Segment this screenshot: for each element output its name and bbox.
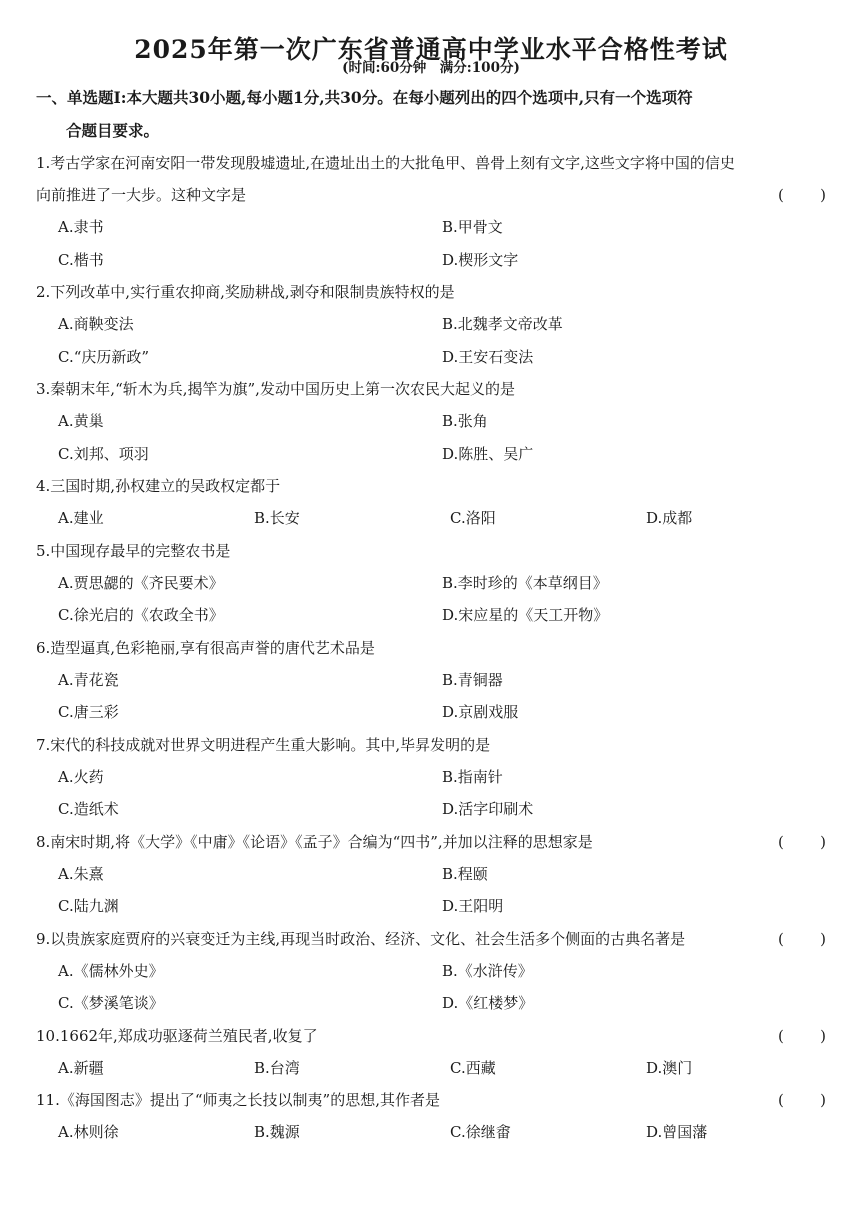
question-stem xyxy=(36,373,826,405)
paren-close: ) xyxy=(820,1091,826,1109)
option-a: A.新疆 xyxy=(58,1058,104,1077)
paren-close: ) xyxy=(820,929,826,948)
option-c: C.“庆历新政” xyxy=(58,347,150,366)
option-d: D.陈胜、吴广 xyxy=(442,444,534,463)
section-heading xyxy=(36,81,826,147)
option-list xyxy=(36,1052,826,1085)
answer-parentheses xyxy=(778,1084,826,1116)
question-stem-line1: 3.秦朝末年,“斩木为兵,揭竿为旗”,发动中国历史上第一次农民大起义的是 xyxy=(36,380,515,398)
option-list xyxy=(36,761,826,826)
option-a: A.林则徐 xyxy=(58,1123,119,1141)
question-stem-line1: 5.中国现存最早的完整农书是 xyxy=(36,541,231,560)
option-list xyxy=(36,955,826,1020)
option-c: C.洛阳 xyxy=(450,509,496,527)
question-stem xyxy=(36,729,826,761)
answer-parentheses xyxy=(778,923,826,955)
option-list xyxy=(36,664,826,729)
option-d: D.王阳明 xyxy=(442,897,504,915)
question-stem-line1: 4.三国时期,孙权建立的吴政权定都于 xyxy=(36,477,281,495)
question-stem xyxy=(36,1020,826,1052)
question-stem-line1: 10.1662年,郑成功驱逐荷兰殖民者,收复了 xyxy=(36,1026,318,1045)
question-8 xyxy=(36,826,826,923)
option-c: C.《梦溪笔谈》 xyxy=(58,994,164,1012)
option-c: C.西藏 xyxy=(450,1058,496,1077)
option-a: A.黄巢 xyxy=(58,412,104,430)
option-list xyxy=(36,1116,826,1149)
question-11 xyxy=(36,1084,826,1149)
option-a: A.建业 xyxy=(58,509,104,527)
option-d: D.澳门 xyxy=(646,1058,693,1077)
option-b: B.魏源 xyxy=(254,1123,300,1141)
option-b: B.长安 xyxy=(254,509,300,527)
option-a: A.朱熹 xyxy=(58,864,104,883)
option-c: C.徐光启的《农政全书》 xyxy=(58,606,224,624)
option-c: C.徐继畬 xyxy=(450,1123,511,1141)
question-9 xyxy=(36,923,826,1020)
question-stem xyxy=(36,147,826,211)
option-b: B.青铜器 xyxy=(442,670,503,689)
option-a: A.火药 xyxy=(58,767,104,786)
paren-close: ) xyxy=(820,832,826,851)
option-b: B.张角 xyxy=(442,412,488,430)
option-list xyxy=(36,211,826,276)
option-c: C.唐三彩 xyxy=(58,703,119,721)
option-a: A.青花瓷 xyxy=(58,670,119,689)
option-list xyxy=(36,405,826,470)
option-b: B.李时珍的《本草纲目》 xyxy=(442,573,608,592)
question-stem xyxy=(36,535,826,567)
paren-close: ) xyxy=(820,1026,826,1045)
paren-open: ( xyxy=(778,1091,784,1109)
section-heading-line1: 一、单选题Ⅰ:本大题共30小题,每小题1分,共30分。在每小题列出的四个选项中,只有一个选项符 xyxy=(36,88,693,107)
question-6 xyxy=(36,632,826,729)
option-a: A.商鞅变法 xyxy=(58,315,134,333)
question-2 xyxy=(36,276,826,373)
question-stem-line1: 6.造型逼真,色彩艳丽,享有很高声誉的唐代艺术品是 xyxy=(36,638,375,657)
option-c: C.楷书 xyxy=(58,250,104,269)
paren-close: ) xyxy=(820,186,826,204)
question-stem-line1: 8.南宋时期,将《大学》《中庸》《论语》《孟子》合编为“四书”,并加以注释的思想家是 xyxy=(36,832,593,851)
question-1 xyxy=(36,147,826,276)
question-stem-line2: 向前推进了一大步。这种文字是 xyxy=(36,186,247,204)
question-stem xyxy=(36,923,826,955)
section-heading-line2: 合题目要求。 xyxy=(66,121,160,140)
question-3 xyxy=(36,373,826,470)
question-stem-line1: 9.以贵族家庭贾府的兴衰变迁为主线,再现当时政治、经济、文化、社会生活多个侧面的古典名著是 xyxy=(36,929,686,948)
option-b: B.《水浒传》 xyxy=(442,961,533,980)
question-stem-line1: 11.《海国图志》提出了“师夷之长技以制夷”的思想,其作者是 xyxy=(36,1091,440,1109)
option-d: D.《红楼梦》 xyxy=(442,994,534,1012)
option-list xyxy=(36,858,826,923)
option-list xyxy=(36,308,826,373)
option-d: D.京剧戏服 xyxy=(442,703,519,721)
question-stem xyxy=(36,470,826,502)
question-stem xyxy=(36,826,826,858)
option-d: D.活字印刷术 xyxy=(442,800,534,818)
option-d: D.王安石变法 xyxy=(442,347,534,366)
option-b: B.程颐 xyxy=(442,864,488,883)
question-stem xyxy=(36,1084,826,1116)
option-a: A.贾思勰的《齐民要术》 xyxy=(58,573,224,592)
exam-subtitle: (时间:60分钟 满分:100分) xyxy=(342,60,520,76)
exam-title: 2025年第一次广东省普通高中学业水平合格性考试 xyxy=(134,35,728,64)
option-c: C.造纸术 xyxy=(58,800,119,818)
paren-open: ( xyxy=(778,186,784,204)
answer-parentheses xyxy=(778,826,826,858)
option-b: B.北魏孝文帝改革 xyxy=(442,315,563,333)
question-stem-line1: 2.下列改革中,实行重农抑商,奖励耕战,剥夺和限制贵族特权的是 xyxy=(36,283,455,301)
answer-parentheses xyxy=(778,179,826,211)
option-b: B.甲骨文 xyxy=(442,218,503,236)
option-b: B.指南针 xyxy=(442,767,503,786)
option-d: D.楔形文字 xyxy=(442,250,519,269)
question-stem xyxy=(36,632,826,664)
paren-open: ( xyxy=(778,1026,784,1045)
option-d: D.宋应星的《天工开物》 xyxy=(442,606,609,624)
question-stem-line1: 7.宋代的科技成就对世界文明进程产生重大影响。其中,毕昇发明的是 xyxy=(36,735,491,754)
paren-open: ( xyxy=(778,929,784,948)
question-10 xyxy=(36,1020,826,1085)
option-d: D.成都 xyxy=(646,509,693,527)
question-stem xyxy=(36,276,826,308)
answer-parentheses xyxy=(778,1020,826,1052)
option-d: D.曾国藩 xyxy=(646,1123,708,1141)
paren-open: ( xyxy=(778,832,784,851)
question-7 xyxy=(36,729,826,826)
option-c: C.陆九渊 xyxy=(58,897,119,915)
question-5 xyxy=(36,535,826,632)
question-4 xyxy=(36,470,826,535)
option-list xyxy=(36,502,826,535)
option-a: A.《儒林外史》 xyxy=(58,961,164,980)
option-list xyxy=(36,567,826,632)
option-b: B.台湾 xyxy=(254,1058,300,1077)
option-c: C.刘邦、项羽 xyxy=(58,444,149,463)
option-a: A.隶书 xyxy=(58,218,104,236)
question-stem-line1: 1.考古学家在河南安阳一带发现殷墟遗址,在遗址出土的大批龟甲、兽骨上刻有文字,这些文字将中国的信史 xyxy=(36,154,735,172)
